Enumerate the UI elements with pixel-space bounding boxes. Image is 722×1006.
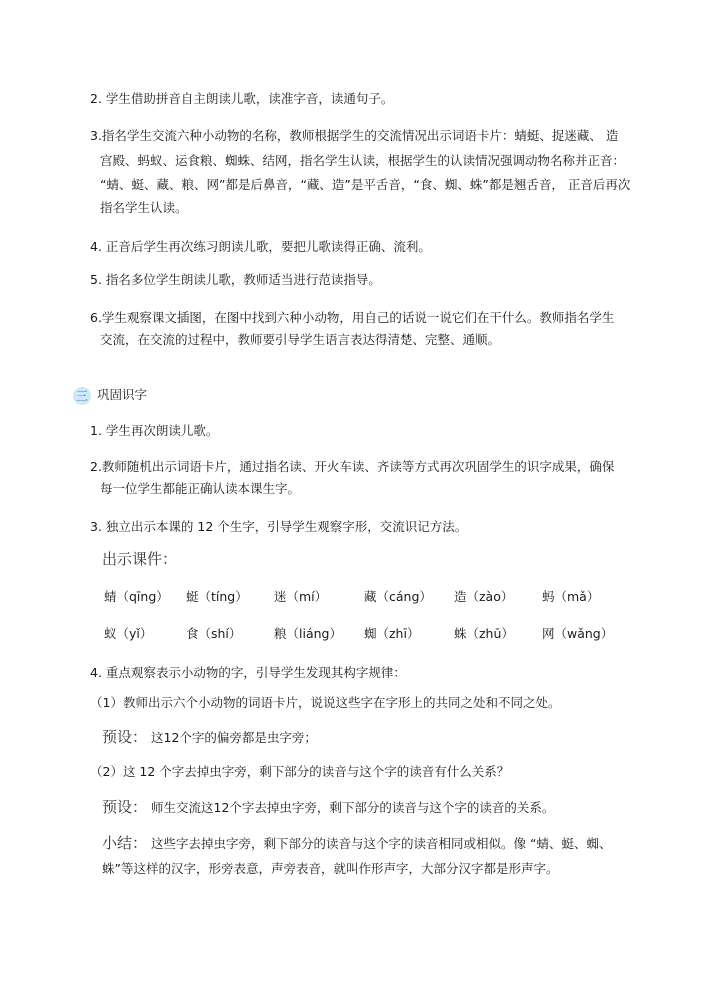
preset-1 bbox=[102, 728, 317, 747]
pinyin-item: 蜘（zhī） bbox=[364, 626, 420, 641]
item-3-line-2: 宫殿、蚂蚁、运食粮、蜘蛛、结网，指名学生认读，根据学生的认读情况强调动物名称并正音： bbox=[100, 153, 626, 168]
preset-1-label: 预设： bbox=[102, 728, 148, 746]
item-4: 4. 正音后学生再次练习朗读儿歌，要把儿歌读得正确、流利。 bbox=[90, 239, 431, 254]
item-3-line-3: “蜻、蜓、藏、粮、网”都是后鼻音，“藏、造”是平舌音，“食、蜘、蛛”都是翘舌音， 正音后再次 bbox=[100, 177, 631, 192]
item-6-line-1: 6.学生观察课文插图，在图中找到六种小动物，用自己的话说一说它们在干什么。教师指名学生 bbox=[90, 310, 615, 325]
pinyin-item: 造（zào） bbox=[454, 589, 514, 604]
preset-2-text: 师生交流这12个字去掉虫字旁，剩下部分的读音与这个字的读音的关系。 bbox=[151, 800, 555, 815]
pinyin-item: 迷（mí） bbox=[274, 589, 328, 604]
pinyin-item: 食（shí） bbox=[186, 626, 242, 641]
pinyin-item: 蛛（zhū） bbox=[454, 626, 514, 641]
sub-item-2: （2）这 12 个字去掉虫字旁，剩下部分的读音与这个字的读音有什么关系？ bbox=[90, 764, 510, 779]
item-3-line-1: 3.指名学生交流六种小动物的名称，教师根据学生的交流情况出示词语卡片：蜻蜓、捉迷藏、 造 bbox=[90, 128, 619, 143]
pinyin-item: 蚁（yǐ） bbox=[104, 626, 153, 641]
item-4-observe: 4. 重点观察表示小动物的字，引导学生发现其构字规律： bbox=[90, 665, 406, 680]
mid-item-3: 3. 独立出示本课的 12 个生字，引导学生观察字形，交流识记方法。 bbox=[90, 519, 468, 534]
preset-2 bbox=[102, 798, 554, 817]
preset-2-label: 预设： bbox=[102, 798, 148, 816]
pinyin-item: 蜓（tíng） bbox=[186, 589, 248, 604]
pinyin-item: 蚂（mǎ） bbox=[542, 589, 600, 604]
mid-item-1: 1. 学生再次朗读儿歌。 bbox=[90, 423, 219, 438]
summary-line-2: 蛛”等这样的汉字，形旁表意，声旁表音，就叫作形声字，大部分汉字都是形声字。 bbox=[102, 861, 559, 876]
sub-item-1: （1）教师出示六个小动物的词语卡片，说说这些字在字形上的共同之处和不同之处。 bbox=[90, 695, 561, 710]
pinyin-item: 藏（cáng） bbox=[364, 589, 432, 604]
pinyin-item: 粮（liáng） bbox=[274, 626, 342, 641]
summary-text-1: 这些字去掉虫字旁，剩下部分的读音与这个字的读音相同或相似。像 “蜻、蜓、蜘、 bbox=[151, 836, 612, 851]
item-3-line-4: 指名学生认读。 bbox=[100, 200, 188, 215]
mid-item-2-line-1: 2.教师随机出示词语卡片，通过指名读、开火车读、齐读等方式再次巩固学生的识字成果，确保 bbox=[90, 459, 615, 474]
item-5: 5. 指名多位学生朗读儿歌，教师适当进行范读指导。 bbox=[90, 272, 381, 287]
pinyin-item: 蜻（qīng） bbox=[104, 589, 169, 604]
courseware-label: 出示课件： bbox=[102, 550, 178, 568]
section-title: 巩固识字 bbox=[97, 387, 148, 402]
item-6-line-2: 交流，在交流的过程中，教师要引导学生语言表达得清楚、完整、通顺。 bbox=[100, 332, 501, 347]
item-2: 2. 学生借助拼音自主朗读儿歌，读准字音，读通句子。 bbox=[90, 91, 394, 106]
mid-item-2-line-2: 每一位学生都能正确认读本课生字。 bbox=[100, 481, 301, 496]
section-badge: 三 bbox=[73, 387, 91, 405]
pinyin-item: 网（wǎng） bbox=[542, 626, 614, 641]
summary-label: 小结： bbox=[102, 834, 148, 852]
preset-1-text: 这12个字的偏旁都是虫字旁； bbox=[151, 730, 317, 745]
summary-line-1 bbox=[102, 834, 611, 853]
